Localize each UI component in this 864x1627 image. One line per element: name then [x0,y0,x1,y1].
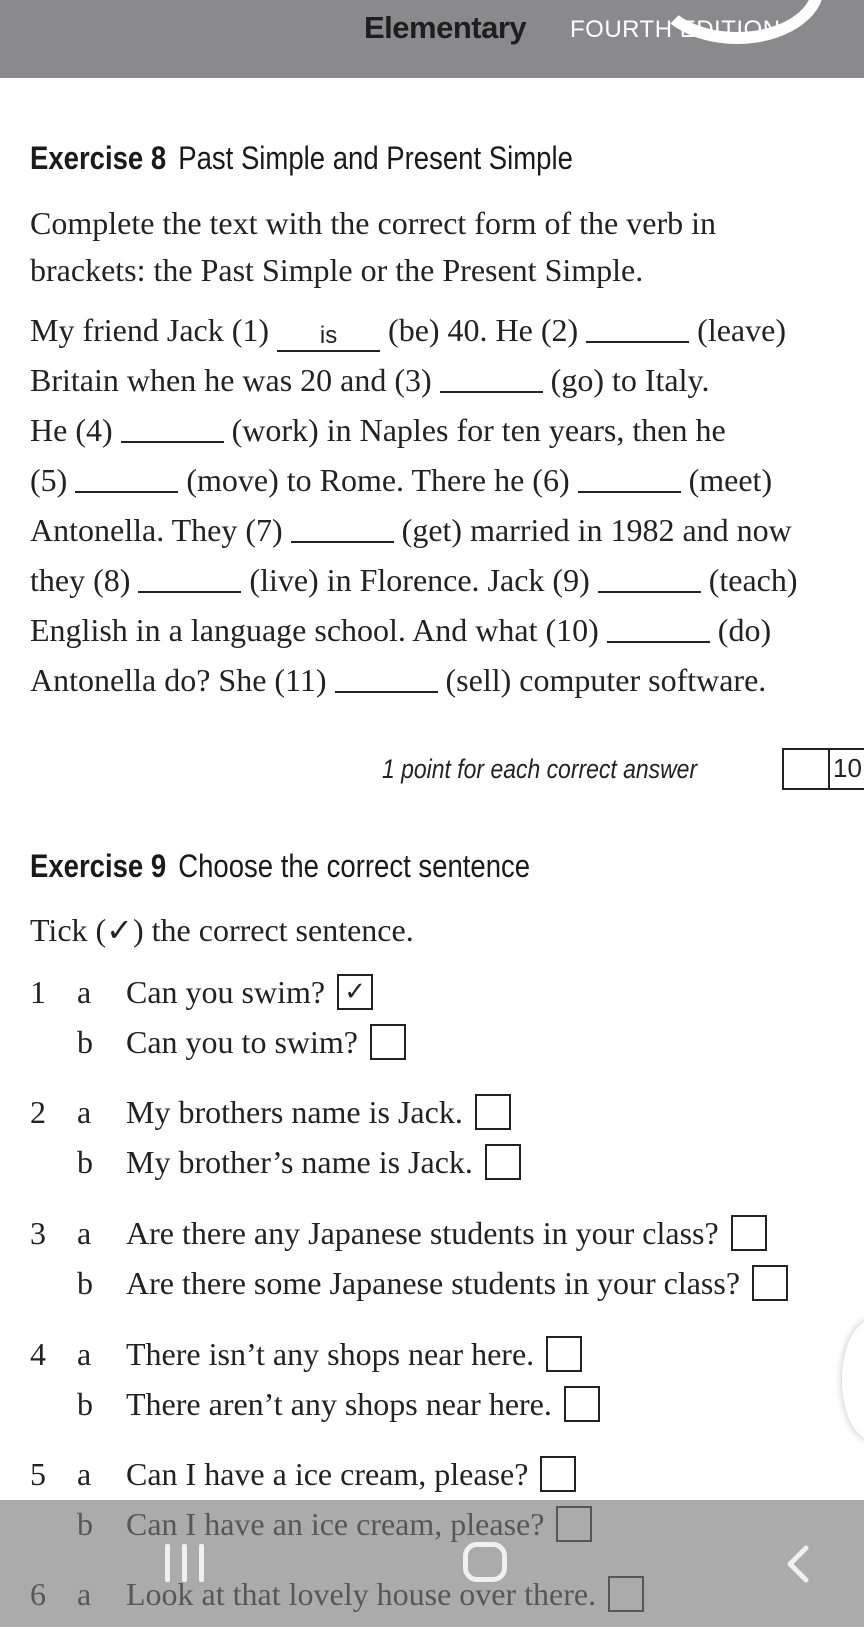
answer-blank-4[interactable] [121,415,224,443]
back-icon[interactable] [780,1544,820,1584]
q3-option-b: Are there some Japanese students in your class? [126,1265,788,1305]
tick-box-4a[interactable] [546,1336,582,1372]
book-level: Elementary [364,10,527,45]
answer-blank-5[interactable] [75,465,178,493]
q4-option-a: There isn’t any shops near here. [126,1336,582,1376]
answer-blank-11[interactable] [335,665,438,693]
option-letter: b [77,1144,93,1180]
q4-option-b: There aren’t any shops near here. [126,1386,600,1426]
answer-blank-6[interactable] [578,465,681,493]
q5-option-a: Can I have a ice cream, please? [126,1456,576,1496]
answer-blank-7[interactable] [291,515,394,543]
answer-blank-1: is [277,324,380,352]
ex8-text-line-1: My friend Jack (1) is (be) 40. He (2) (leave) [30,313,786,350]
tick-box-4b[interactable] [564,1386,600,1422]
ex8-text-line-4: (5) (move) to Rome. There he (6) (meet) [30,462,773,498]
question-number: 4 [30,1336,46,1372]
option-letter: b [77,1265,93,1301]
answer-blank-9[interactable] [598,565,701,593]
exercise8-number: Exercise 8 [30,140,167,176]
tick-box-3a[interactable] [731,1215,767,1251]
ex8-text-line-6: they (8) (live) in Florence. Jack (9) (teach) [30,562,798,598]
option-letter: b [77,1386,93,1422]
option-letter: a [77,1215,92,1251]
ex8-text-line-7: English in a language school. And what (10) (do) [30,612,772,648]
option-letter: b [77,1024,93,1060]
question-number: 5 [30,1456,46,1492]
recent-apps-icon[interactable] [165,1544,207,1582]
book-header [0,0,864,78]
question-number: 1 [30,974,46,1010]
option-letter: a [77,1094,92,1130]
system-navigation-bar [0,1500,864,1627]
q2-option-a: My brothers name is Jack. [126,1094,511,1134]
question-number: 3 [30,1215,46,1251]
ex8-text-line-5: Antonella. They (7) (get) married in 1982 and now [30,512,792,548]
q1-option-b: Can you to swim? [126,1024,406,1064]
score-label: 1 point for each correct answer [382,754,698,784]
answer-blank-3[interactable] [440,365,543,393]
exercise9-number: Exercise 9 [30,848,167,884]
answer-blank-8[interactable] [138,565,241,593]
exercise8-title: Past Simple and Present Simple [178,140,573,176]
option-letter: a [77,1456,92,1492]
answer-blank-2[interactable] [586,315,689,343]
q2-option-b: My brother’s name is Jack. [126,1144,521,1184]
exercise9-instructions: Tick (✓) the correct sentence. [30,912,414,948]
score-input-box[interactable] [782,748,830,790]
ex8-text-line-8: Antonella do? She (11) (sell) computer software. [30,662,767,698]
book-edition: FOURTH EDITION [570,16,781,43]
ex8-text-line-3: He (4) (work) in Naples for ten years, then he [30,412,726,448]
exercise9-title: Choose the correct sentence [178,848,531,884]
exercise8-heading [30,140,573,177]
tick-box-1a[interactable]: ✓ [337,974,373,1010]
score-total: 10 [833,753,862,783]
option-letter: a [77,974,92,1010]
ex8-text-line-2: Britain when he was 20 and (3) (go) to Italy. [30,362,710,398]
tick-box-2a[interactable] [475,1094,511,1130]
tick-box-1b[interactable] [370,1024,406,1060]
answer-blank-10[interactable] [607,615,710,643]
tick-box-3b[interactable] [752,1265,788,1301]
tick-box-2b[interactable] [485,1144,521,1180]
option-letter: a [77,1336,92,1372]
tick-box-5a[interactable] [540,1456,576,1492]
q1-option-a: Can you swim? ✓ [126,974,373,1014]
exercise8-instructions-1: Complete the text with the correct form of the verb in [30,205,716,241]
exercise8-instructions-2: brackets: the Past Simple or the Present Simple. [30,252,644,288]
home-icon[interactable] [463,1542,507,1582]
q3-option-a: Are there any Japanese students in your class? [126,1215,767,1255]
exercise9-heading [30,848,530,885]
question-number: 2 [30,1094,46,1130]
floating-side-button[interactable] [842,1320,864,1440]
